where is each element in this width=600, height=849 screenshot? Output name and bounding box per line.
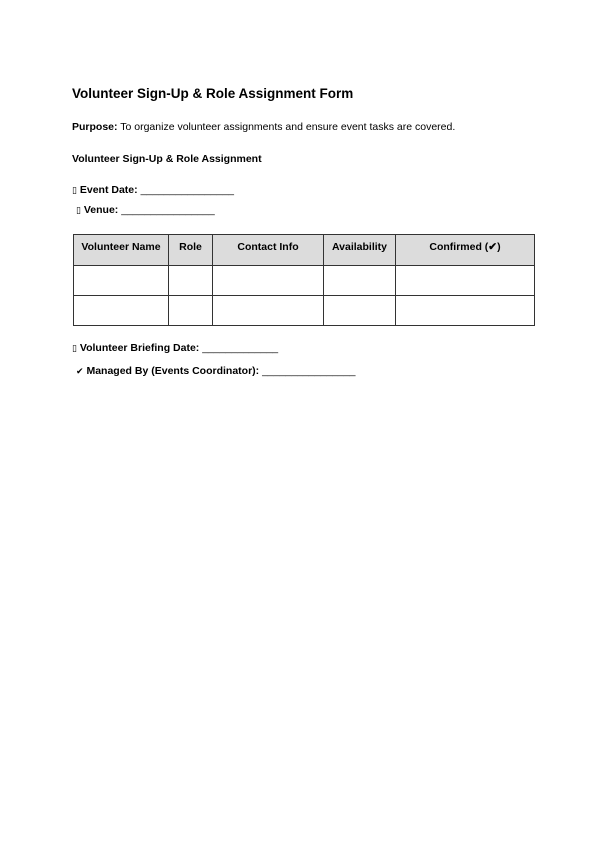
purpose-text: To organize volunteer assignments and ensure event tasks are covered. <box>117 121 456 133</box>
cell-volunteer-name[interactable] <box>74 296 169 326</box>
header-confirmed: Confirmed (✔) <box>396 235 535 266</box>
cell-volunteer-name[interactable] <box>74 266 169 296</box>
purpose-line <box>72 121 455 133</box>
briefing-date-label: Volunteer Briefing Date: <box>79 342 200 354</box>
page-title: Volunteer Sign-Up & Role Assignment Form <box>72 86 354 101</box>
header-contact-info: Contact Info <box>213 235 324 266</box>
event-date-blank[interactable]: ________________ <box>140 184 234 196</box>
table-row <box>74 266 535 296</box>
briefing-date-field <box>72 342 278 354</box>
volunteer-table <box>73 234 535 326</box>
venue-field <box>76 204 215 216</box>
header-volunteer-name: Volunteer Name <box>74 235 169 266</box>
missing-glyph-icon: ▯ <box>76 206 81 216</box>
venue-blank[interactable]: ________________ <box>121 204 215 216</box>
event-date-label: Event Date: <box>79 184 138 196</box>
table-row <box>74 296 535 326</box>
cell-contact-info[interactable] <box>213 266 324 296</box>
cell-confirmed[interactable] <box>396 266 535 296</box>
missing-glyph-icon: ▯ <box>72 344 77 354</box>
managed-by-label: Managed By (Events Coordinator): <box>86 365 260 377</box>
missing-glyph-icon: ▯ <box>72 186 77 196</box>
managed-by-field <box>76 365 356 377</box>
venue-label: Venue: <box>83 204 119 216</box>
cell-confirmed[interactable] <box>396 296 535 326</box>
header-role: Role <box>169 235 213 266</box>
cell-availability[interactable] <box>324 266 396 296</box>
cell-role[interactable] <box>169 266 213 296</box>
managed-by-blank[interactable]: ________________ <box>262 365 356 377</box>
briefing-date-blank[interactable]: _____________ <box>202 342 279 354</box>
section-heading: Volunteer Sign-Up & Role Assignment <box>72 153 262 165</box>
cell-contact-info[interactable] <box>213 296 324 326</box>
check-mark-icon: ✔ <box>76 367 84 377</box>
header-availability: Availability <box>324 235 396 266</box>
purpose-label: Purpose: <box>72 121 118 133</box>
event-date-field <box>72 184 234 196</box>
cell-availability[interactable] <box>324 296 396 326</box>
cell-role[interactable] <box>169 296 213 326</box>
table-header-row <box>74 235 535 266</box>
